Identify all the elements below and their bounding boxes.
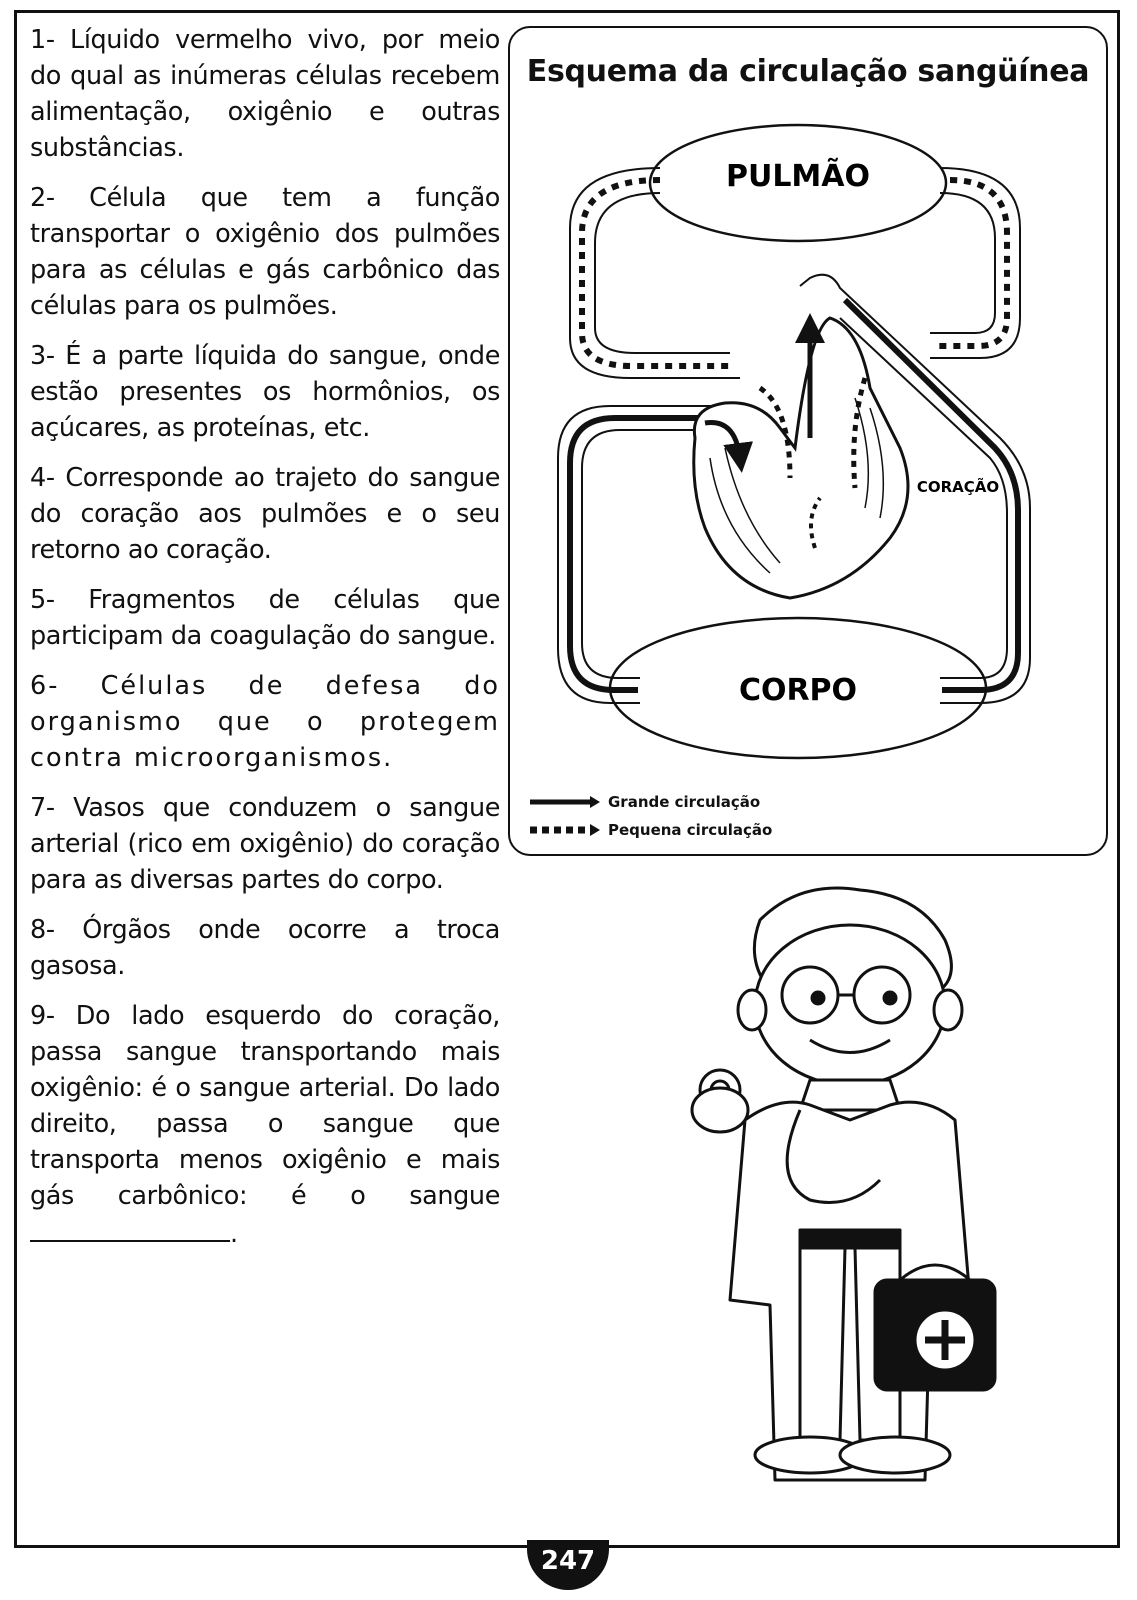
clue-5 bbox=[30, 582, 500, 654]
clue-1 bbox=[30, 22, 500, 166]
lung-label: PULMÃO bbox=[725, 159, 871, 194]
clue-text: 8- Órgãos onde ocorre a troca gasosa. bbox=[30, 915, 500, 981]
answer-blank[interactable] bbox=[30, 1214, 230, 1242]
clue-text: 9- Do lado esquerdo do coração, passa sangue transportando mais oxigênio: é o sangue arterial. Do lado direito, passa o sangue que transporta menos oxigênio e mais gás carbônico: é o sangue bbox=[30, 1001, 500, 1211]
clue-2 bbox=[30, 180, 500, 324]
doctor-mascot-icon bbox=[650, 880, 1030, 1490]
clue-suffix: . bbox=[230, 1219, 238, 1249]
clue-text: 3- É a parte líquida do sangue, onde estão presentes os hormônios, os açúcares, as proteínas, etc. bbox=[30, 341, 500, 443]
body-label: CORPO bbox=[738, 673, 858, 708]
heart-label: CORAÇÃO bbox=[916, 478, 1000, 496]
page-number: 247 bbox=[527, 1540, 609, 1590]
clue-6 bbox=[30, 668, 500, 776]
clue-text: 7- Vasos que conduzem o sangue arterial (rico em oxigênio) do coração para as diversas partes do corpo. bbox=[30, 793, 500, 895]
clue-7 bbox=[30, 790, 500, 898]
legend-pulmonary bbox=[530, 816, 772, 844]
clue-9 bbox=[30, 998, 500, 1252]
clue-text: 4- Corresponde ao trajeto do sangue do coração aos pulmões e o seu retorno ao coração. bbox=[30, 463, 500, 565]
solid-arrow-icon bbox=[530, 796, 600, 808]
clue-text: 2- Célula que tem a função transportar o oxigênio dos pulmões para as células e gás carbônico das células para os pulmões. bbox=[30, 183, 500, 321]
heart-icon bbox=[694, 318, 908, 598]
diagram-title: Esquema da circulação sangüínea bbox=[526, 54, 1090, 89]
legend-systemic-label: Grande circulação bbox=[608, 793, 761, 811]
clue-text: 6- Células de defesa do organismo que o protegem contra microorganismos. bbox=[30, 671, 500, 773]
pulmonary-dash-right bbox=[935, 180, 1007, 346]
circulation-diagram bbox=[508, 26, 1108, 856]
pulmonary-tube-right-inner bbox=[930, 193, 995, 333]
clue-list bbox=[30, 22, 500, 1266]
circulation-diagram-svg bbox=[510, 28, 1110, 858]
legend-systemic bbox=[530, 788, 772, 816]
clue-4 bbox=[30, 460, 500, 568]
dashed-arrow-icon bbox=[530, 824, 600, 836]
legend-pulmonary-label: Pequena circulação bbox=[608, 821, 773, 839]
clue-3 bbox=[30, 338, 500, 446]
clue-text: 5- Fragmentos de células que participam da coagulação do sangue. bbox=[30, 585, 500, 651]
clue-text: 1- Líquido vermelho vivo, por meio do qual as inúmeras células recebem alimentação, oxigênio e outras substâncias. bbox=[30, 25, 500, 163]
clue-8 bbox=[30, 912, 500, 984]
legend bbox=[530, 788, 772, 844]
